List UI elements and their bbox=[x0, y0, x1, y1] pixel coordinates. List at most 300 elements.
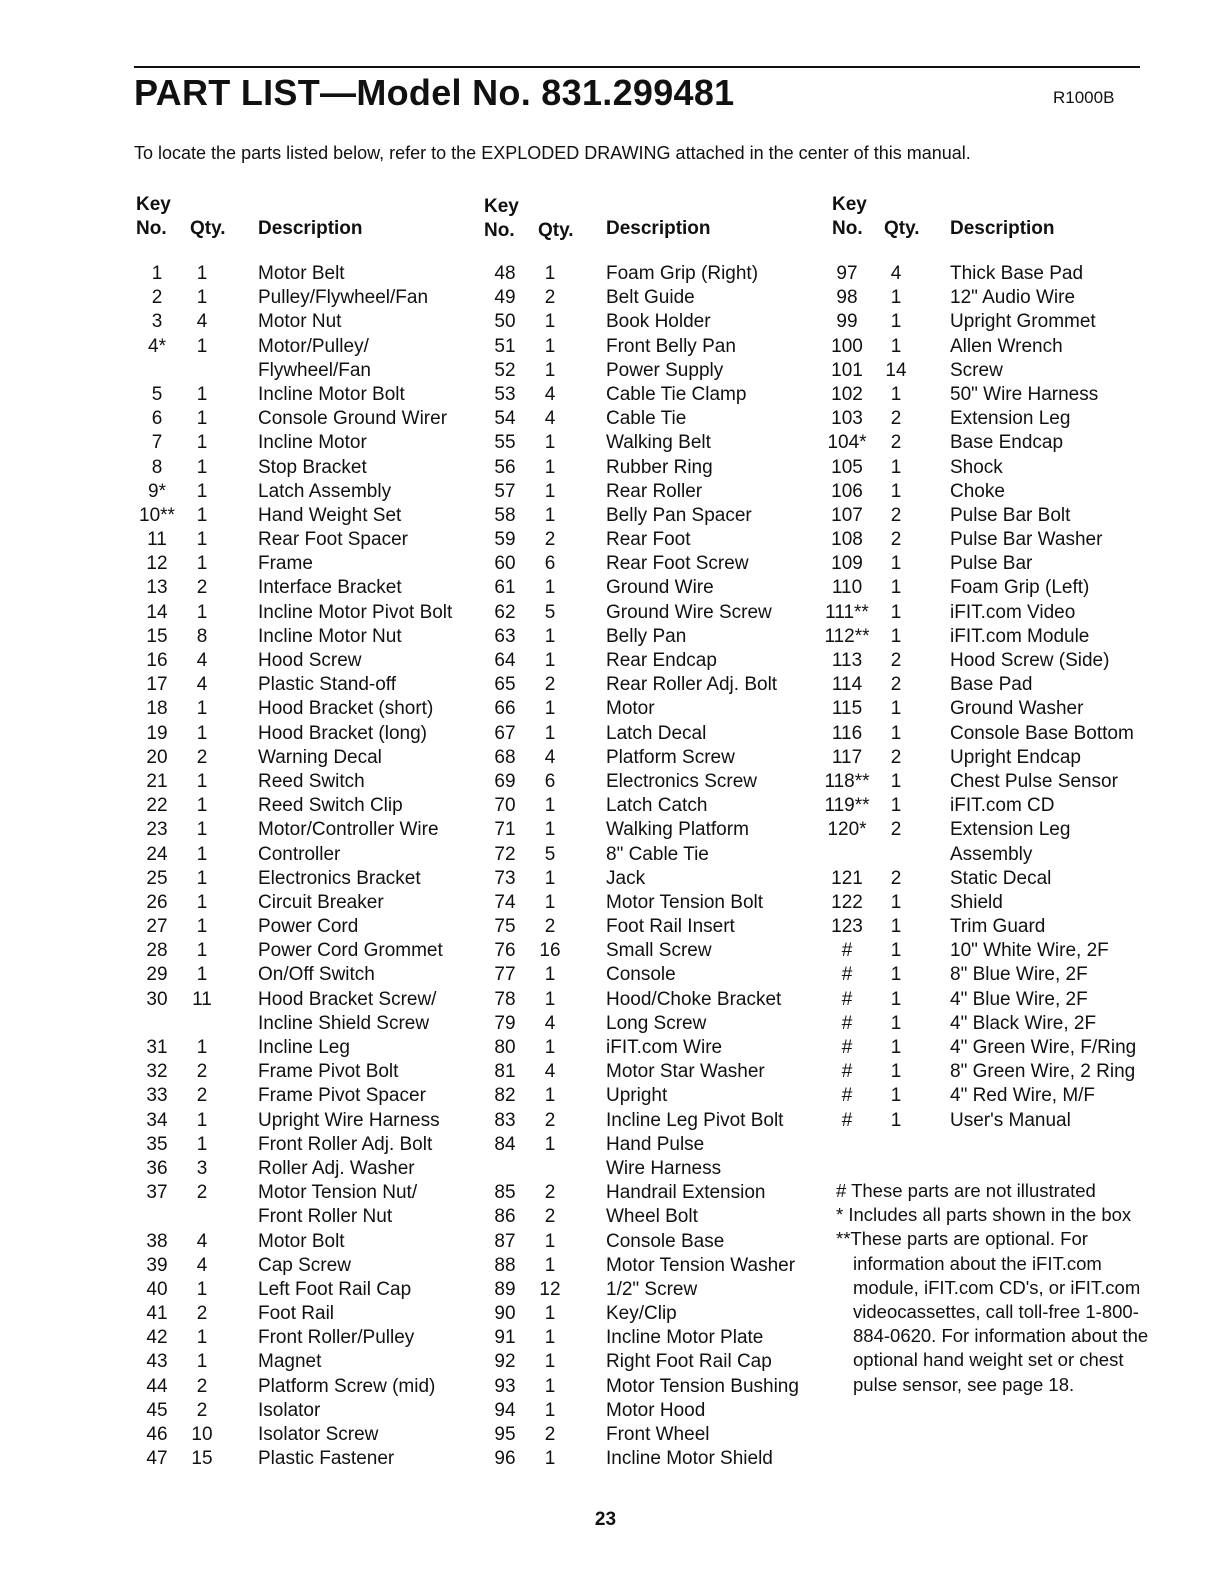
note-not-illustrated: # These parts are not illustrated bbox=[836, 1180, 1096, 1201]
part-description: 4" Blue Wire, 2F bbox=[950, 988, 1088, 1010]
part-qty: 1 bbox=[544, 263, 556, 284]
part-row bbox=[134, 1447, 474, 1471]
part-qty: 2 bbox=[544, 529, 556, 551]
part-row bbox=[830, 915, 1160, 939]
part-key: 9* bbox=[148, 480, 166, 502]
part-description: Upright Wire Harness bbox=[258, 1109, 440, 1131]
part-description: Walking Platform bbox=[606, 819, 749, 841]
part-qty: 1 bbox=[890, 698, 902, 720]
part-description: Static Decal bbox=[950, 867, 1052, 889]
part-row bbox=[830, 1060, 1160, 1084]
part-description: Long Screw bbox=[606, 1012, 707, 1034]
part-row bbox=[482, 504, 827, 528]
part-qty: 2 bbox=[890, 408, 902, 430]
part-qty: 5 bbox=[544, 601, 556, 623]
part-row bbox=[134, 383, 474, 407]
part-description: Motor Nut bbox=[258, 311, 342, 333]
part-row bbox=[134, 262, 474, 286]
part-key: 73 bbox=[494, 867, 516, 889]
part-key: 8 bbox=[151, 456, 163, 478]
part-row bbox=[134, 843, 474, 867]
column-header bbox=[482, 192, 827, 262]
part-description: Shock bbox=[950, 456, 1003, 478]
part-description: Platform Screw (mid) bbox=[258, 1375, 436, 1397]
part-description: Key/Clip bbox=[606, 1303, 677, 1325]
part-key: 88 bbox=[494, 1254, 516, 1276]
part-key: 4* bbox=[148, 335, 166, 357]
part-key: 6 bbox=[151, 408, 163, 430]
part-key: 29 bbox=[146, 964, 168, 986]
part-key: # bbox=[841, 1109, 853, 1131]
part-description: Latch Decal bbox=[606, 722, 707, 744]
part-description: iFIT.com Video bbox=[950, 601, 1076, 623]
part-description: Walking Belt bbox=[606, 432, 711, 454]
part-key: 13 bbox=[146, 577, 168, 599]
part-row bbox=[482, 1012, 827, 1036]
part-key: 92 bbox=[494, 1351, 516, 1373]
part-row bbox=[830, 359, 1160, 383]
part-key: # bbox=[841, 964, 853, 986]
header-no: No. bbox=[484, 220, 515, 241]
part-description: Jack bbox=[606, 867, 646, 889]
part-description: Hand Pulse bbox=[606, 1133, 705, 1155]
part-row bbox=[830, 746, 1160, 770]
part-key: 15 bbox=[146, 625, 168, 647]
part-qty: 1 bbox=[890, 988, 902, 1010]
part-row bbox=[134, 722, 474, 746]
part-description: Incline Motor bbox=[258, 432, 367, 454]
part-key: 25 bbox=[146, 867, 168, 889]
part-key: 104* bbox=[827, 432, 867, 454]
part-key: 94 bbox=[494, 1399, 516, 1421]
part-row bbox=[482, 1205, 827, 1229]
part-qty: 1 bbox=[544, 1399, 556, 1421]
part-qty: 2 bbox=[544, 287, 556, 309]
part-key: 57 bbox=[494, 480, 516, 502]
part-row bbox=[482, 552, 827, 576]
part-row bbox=[134, 818, 474, 842]
part-row bbox=[134, 1205, 474, 1229]
part-row bbox=[830, 1012, 1160, 1036]
part-qty: 2 bbox=[544, 916, 556, 938]
part-row bbox=[134, 988, 474, 1012]
part-key: 68 bbox=[494, 746, 516, 768]
part-qty: 1 bbox=[196, 891, 208, 913]
part-qty: 1 bbox=[890, 625, 902, 647]
part-row bbox=[134, 407, 474, 431]
part-row bbox=[482, 1350, 827, 1374]
part-row bbox=[134, 480, 474, 504]
note-includes-parts: * Includes all parts shown in the box bbox=[836, 1204, 1132, 1226]
part-qty: 1 bbox=[544, 722, 556, 744]
part-row bbox=[134, 1326, 474, 1350]
document-code: R1000B bbox=[1053, 88, 1115, 107]
part-row bbox=[482, 286, 827, 310]
part-qty: 1 bbox=[196, 940, 208, 962]
part-key: 16 bbox=[146, 650, 168, 671]
part-description: Latch Assembly bbox=[258, 480, 392, 502]
part-description: 8" Green Wire, 2 Ring bbox=[950, 1061, 1136, 1083]
part-row bbox=[134, 1084, 474, 1108]
part-description: Foam Grip (Left) bbox=[950, 577, 1090, 599]
part-row bbox=[134, 1302, 474, 1326]
part-qty: 2 bbox=[890, 746, 902, 768]
part-description: Belt Guide bbox=[606, 287, 695, 309]
part-description: 12" Audio Wire bbox=[950, 287, 1076, 309]
part-row bbox=[134, 1133, 474, 1157]
part-key: 46 bbox=[146, 1424, 168, 1445]
parts-column-1 bbox=[134, 192, 474, 1471]
part-key: 100 bbox=[831, 335, 863, 357]
part-qty: 1 bbox=[544, 964, 556, 986]
part-row bbox=[134, 770, 474, 794]
part-row bbox=[134, 1254, 474, 1278]
part-description: Latch Catch bbox=[606, 795, 708, 817]
part-qty: 1 bbox=[196, 456, 208, 478]
part-qty: 1 bbox=[890, 601, 902, 623]
part-description: Small Screw bbox=[606, 940, 712, 962]
part-qty: 1 bbox=[196, 1351, 208, 1373]
part-description: Hood Bracket (short) bbox=[258, 698, 434, 720]
part-qty: 1 bbox=[544, 1254, 556, 1276]
part-qty: 1 bbox=[544, 795, 556, 817]
part-qty: 2 bbox=[890, 650, 902, 671]
part-key: 90 bbox=[494, 1303, 516, 1325]
page-number: 23 bbox=[594, 1509, 617, 1530]
part-row bbox=[134, 1157, 474, 1181]
part-key: 48 bbox=[494, 263, 516, 284]
part-key: 95 bbox=[494, 1424, 516, 1445]
part-qty: 1 bbox=[890, 964, 902, 986]
part-row bbox=[482, 1133, 827, 1157]
part-description: Left Foot Rail Cap bbox=[258, 1278, 412, 1300]
parts-rows bbox=[134, 262, 474, 1471]
part-qty: 1 bbox=[544, 988, 556, 1010]
part-qty: 4 bbox=[544, 1012, 556, 1034]
part-key: 74 bbox=[494, 891, 516, 913]
part-key: 36 bbox=[146, 1157, 168, 1179]
part-key: 110 bbox=[831, 577, 863, 599]
part-description: Hood Bracket (long) bbox=[258, 722, 427, 744]
part-qty: 11 bbox=[192, 988, 212, 1010]
part-row bbox=[830, 1036, 1160, 1060]
part-row bbox=[830, 649, 1160, 673]
part-description: Thick Base Pad bbox=[950, 263, 1084, 284]
part-qty: 1 bbox=[544, 650, 556, 671]
part-row bbox=[482, 1375, 827, 1399]
part-description: Incline Leg Pivot Bolt bbox=[606, 1109, 784, 1131]
part-row bbox=[134, 1423, 474, 1447]
part-key: 60 bbox=[494, 553, 516, 575]
part-description: Extension Leg bbox=[950, 819, 1071, 841]
part-qty: 1 bbox=[890, 795, 902, 817]
part-row bbox=[482, 335, 827, 359]
part-description: Electronics Bracket bbox=[258, 867, 421, 889]
part-description: On/Off Switch bbox=[258, 964, 375, 986]
part-qty: 1 bbox=[196, 408, 208, 430]
part-qty: 1 bbox=[890, 383, 902, 405]
part-description: Console bbox=[606, 964, 676, 986]
part-key: 44 bbox=[146, 1375, 168, 1397]
part-key: 86 bbox=[494, 1206, 516, 1228]
part-qty: 1 bbox=[196, 480, 208, 502]
part-qty: 1 bbox=[544, 1448, 556, 1470]
part-key: 123 bbox=[831, 916, 863, 938]
part-description: Ground Washer bbox=[950, 698, 1084, 720]
part-row bbox=[134, 1230, 474, 1254]
part-qty: 15 bbox=[191, 1448, 213, 1470]
part-qty: 1 bbox=[196, 867, 208, 889]
part-description: Console Ground Wirer bbox=[258, 408, 448, 430]
part-row bbox=[482, 963, 827, 987]
part-row bbox=[134, 335, 474, 359]
part-description: Foot Rail Insert bbox=[606, 916, 735, 938]
part-qty: 2 bbox=[544, 1182, 556, 1204]
part-row bbox=[830, 310, 1160, 334]
note-optional-parts: **These parts are optional. For information about the iFIT.com module, iFIT.com CD's, or iFIT.com videocassettes, call toll-free 1-800-884-0620. For information about the optional hand weight set or chest pulse sensor, see page 18. bbox=[836, 1228, 1149, 1395]
part-qty: 1 bbox=[544, 1085, 556, 1107]
part-key: 96 bbox=[494, 1448, 516, 1470]
part-description: Ground Wire bbox=[606, 577, 714, 599]
part-row bbox=[134, 1109, 474, 1133]
part-key: 84 bbox=[494, 1133, 516, 1155]
part-qty: 2 bbox=[196, 746, 208, 768]
header-description: Description bbox=[950, 218, 1055, 239]
part-qty: 10 bbox=[191, 1424, 213, 1445]
part-key: 79 bbox=[494, 1012, 516, 1034]
part-row bbox=[482, 915, 827, 939]
part-key: 93 bbox=[494, 1375, 516, 1397]
part-description: Wheel Bolt bbox=[606, 1206, 698, 1228]
part-key: # bbox=[841, 940, 853, 962]
part-description: Reed Switch bbox=[258, 770, 365, 792]
part-qty: 6 bbox=[544, 553, 556, 575]
part-key: 85 bbox=[494, 1182, 516, 1204]
part-key: 82 bbox=[494, 1085, 516, 1107]
part-description: Rubber Ring bbox=[606, 456, 713, 478]
part-row bbox=[482, 456, 827, 480]
part-key: 77 bbox=[494, 964, 516, 986]
part-description: iFIT.com Module bbox=[950, 625, 1090, 647]
part-row bbox=[134, 1036, 474, 1060]
part-key: 101 bbox=[831, 359, 863, 381]
part-qty: 1 bbox=[544, 819, 556, 841]
part-qty: 1 bbox=[890, 456, 902, 478]
part-row bbox=[482, 1036, 827, 1060]
part-description: iFIT.com Wire bbox=[606, 1037, 723, 1058]
part-row bbox=[482, 649, 827, 673]
part-key: 26 bbox=[146, 891, 168, 913]
part-qty: 4 bbox=[196, 674, 208, 696]
part-description: Chest Pulse Sensor bbox=[950, 770, 1118, 792]
part-description: Platform Screw bbox=[606, 746, 735, 768]
part-description: Motor Tension Bolt bbox=[606, 891, 764, 913]
part-row bbox=[482, 310, 827, 334]
part-description: Extension Leg bbox=[950, 408, 1071, 430]
part-key: 14 bbox=[146, 601, 168, 623]
part-description: Motor Tension Nut/ bbox=[258, 1182, 418, 1204]
part-row bbox=[134, 1278, 474, 1302]
part-description: Rear Roller bbox=[606, 480, 703, 502]
part-row bbox=[482, 625, 827, 649]
part-description: Screw bbox=[950, 359, 1003, 381]
part-key: 70 bbox=[494, 795, 516, 817]
part-qty: 1 bbox=[196, 335, 208, 357]
part-key: 10** bbox=[139, 504, 175, 526]
part-row bbox=[134, 601, 474, 625]
part-key: 109 bbox=[831, 553, 863, 575]
part-key: 56 bbox=[494, 456, 516, 478]
part-key: 53 bbox=[494, 383, 516, 405]
part-description: Assembly bbox=[950, 843, 1033, 865]
part-description: Foam Grip (Right) bbox=[606, 263, 759, 284]
part-key: 107 bbox=[831, 504, 863, 526]
part-description: Reed Switch Clip bbox=[258, 795, 403, 817]
part-key: 113 bbox=[831, 650, 863, 671]
part-qty: 4 bbox=[196, 311, 208, 333]
part-qty: 1 bbox=[890, 916, 902, 938]
part-qty: 1 bbox=[890, 940, 902, 962]
part-key: 83 bbox=[494, 1109, 516, 1131]
part-row bbox=[134, 673, 474, 697]
part-row bbox=[134, 456, 474, 480]
part-row bbox=[482, 818, 827, 842]
part-key: 55 bbox=[494, 432, 516, 454]
part-row bbox=[134, 794, 474, 818]
part-qty: 12 bbox=[539, 1278, 561, 1300]
part-qty: 1 bbox=[544, 1037, 556, 1058]
part-description: Hand Weight Set bbox=[258, 504, 402, 526]
part-key: 7 bbox=[151, 432, 163, 454]
part-qty: 1 bbox=[544, 1230, 556, 1252]
part-qty: 1 bbox=[544, 1303, 556, 1325]
part-key: 50 bbox=[494, 311, 516, 333]
part-qty: 1 bbox=[196, 698, 208, 720]
part-row bbox=[482, 431, 827, 455]
part-qty: 1 bbox=[544, 1327, 556, 1349]
part-description: Right Foot Rail Cap bbox=[606, 1351, 772, 1373]
part-qty: 1 bbox=[196, 383, 208, 405]
part-key: # bbox=[841, 988, 853, 1010]
part-description: Incline Leg bbox=[258, 1037, 350, 1058]
part-qty: 2 bbox=[196, 577, 208, 599]
part-row bbox=[482, 673, 827, 697]
part-description: 50" Wire Harness bbox=[950, 383, 1099, 405]
part-key: 122 bbox=[831, 891, 863, 913]
part-row bbox=[482, 383, 827, 407]
part-row bbox=[830, 1084, 1160, 1108]
part-row bbox=[830, 988, 1160, 1012]
part-key: 12 bbox=[146, 553, 168, 575]
part-qty: 8 bbox=[196, 625, 208, 647]
part-description: Circuit Breaker bbox=[258, 891, 384, 913]
part-row bbox=[482, 407, 827, 431]
part-key: 58 bbox=[494, 504, 516, 526]
part-key: 112** bbox=[824, 625, 870, 647]
part-description: Wire Harness bbox=[606, 1157, 722, 1179]
part-row bbox=[134, 1181, 474, 1205]
part-qty: 2 bbox=[890, 432, 902, 454]
part-qty: 1 bbox=[544, 1351, 556, 1373]
part-description: Frame Pivot Spacer bbox=[258, 1085, 426, 1107]
part-description: Cable Tie bbox=[606, 408, 687, 430]
part-key: 39 bbox=[146, 1254, 168, 1276]
part-qty: 4 bbox=[544, 746, 556, 768]
part-qty: 1 bbox=[544, 456, 556, 478]
part-row bbox=[830, 262, 1160, 286]
part-qty: 1 bbox=[890, 1109, 902, 1131]
part-row bbox=[830, 963, 1160, 987]
part-description: Motor Star Washer bbox=[606, 1061, 765, 1083]
part-row bbox=[824, 794, 1160, 818]
header-qty: Qty. bbox=[190, 218, 226, 239]
part-key: 54 bbox=[494, 408, 516, 430]
part-qty: 1 bbox=[196, 722, 208, 744]
part-key: 71 bbox=[494, 819, 516, 841]
part-qty: 1 bbox=[196, 529, 208, 551]
part-qty: 1 bbox=[544, 480, 556, 502]
part-qty: 1 bbox=[544, 577, 556, 599]
part-qty: 4 bbox=[196, 1230, 208, 1252]
part-qty: 5 bbox=[544, 843, 556, 865]
part-qty: 3 bbox=[196, 1157, 208, 1179]
part-qty: 1 bbox=[544, 1375, 556, 1397]
part-row bbox=[830, 552, 1160, 576]
part-qty: 2 bbox=[544, 1206, 556, 1228]
part-row bbox=[134, 310, 474, 334]
part-qty: 1 bbox=[196, 504, 208, 526]
part-qty: 2 bbox=[196, 1399, 208, 1421]
part-key: 108 bbox=[831, 529, 863, 551]
part-qty: 1 bbox=[196, 601, 208, 623]
part-description: Book Holder bbox=[606, 311, 711, 333]
part-description: Hood/Choke Bracket bbox=[606, 988, 782, 1010]
part-description: Incline Motor Nut bbox=[258, 625, 402, 647]
part-row bbox=[830, 335, 1160, 359]
part-description: Console Base bbox=[606, 1230, 725, 1252]
part-row bbox=[134, 625, 474, 649]
part-description: Warning Decal bbox=[258, 746, 382, 768]
part-key: 35 bbox=[146, 1133, 168, 1155]
part-qty: 2 bbox=[890, 529, 902, 551]
part-key: 102 bbox=[831, 383, 863, 405]
part-description: Choke bbox=[950, 480, 1005, 502]
part-qty: 1 bbox=[196, 553, 208, 575]
part-key: 106 bbox=[831, 480, 863, 502]
part-row bbox=[134, 963, 474, 987]
part-description: Power Cord Grommet bbox=[258, 940, 443, 962]
part-qty: 1 bbox=[890, 1012, 902, 1034]
part-qty: 1 bbox=[196, 795, 208, 817]
part-description: User's Manual bbox=[950, 1109, 1071, 1131]
part-row bbox=[830, 480, 1160, 504]
part-row bbox=[134, 1399, 474, 1423]
part-description: Interface Bracket bbox=[258, 577, 402, 599]
part-row bbox=[482, 891, 827, 915]
part-qty: 16 bbox=[539, 940, 561, 962]
part-row bbox=[482, 770, 827, 794]
header-qty: Qty. bbox=[538, 220, 574, 241]
part-row bbox=[134, 552, 474, 576]
part-qty: 2 bbox=[544, 1424, 556, 1445]
part-description: Hood Bracket Screw/ bbox=[258, 988, 437, 1010]
part-row bbox=[134, 891, 474, 915]
part-key: 21 bbox=[146, 770, 168, 792]
part-row bbox=[134, 359, 474, 383]
part-key: 99 bbox=[836, 311, 858, 333]
part-key: 42 bbox=[146, 1327, 168, 1349]
part-key: 76 bbox=[494, 940, 516, 962]
